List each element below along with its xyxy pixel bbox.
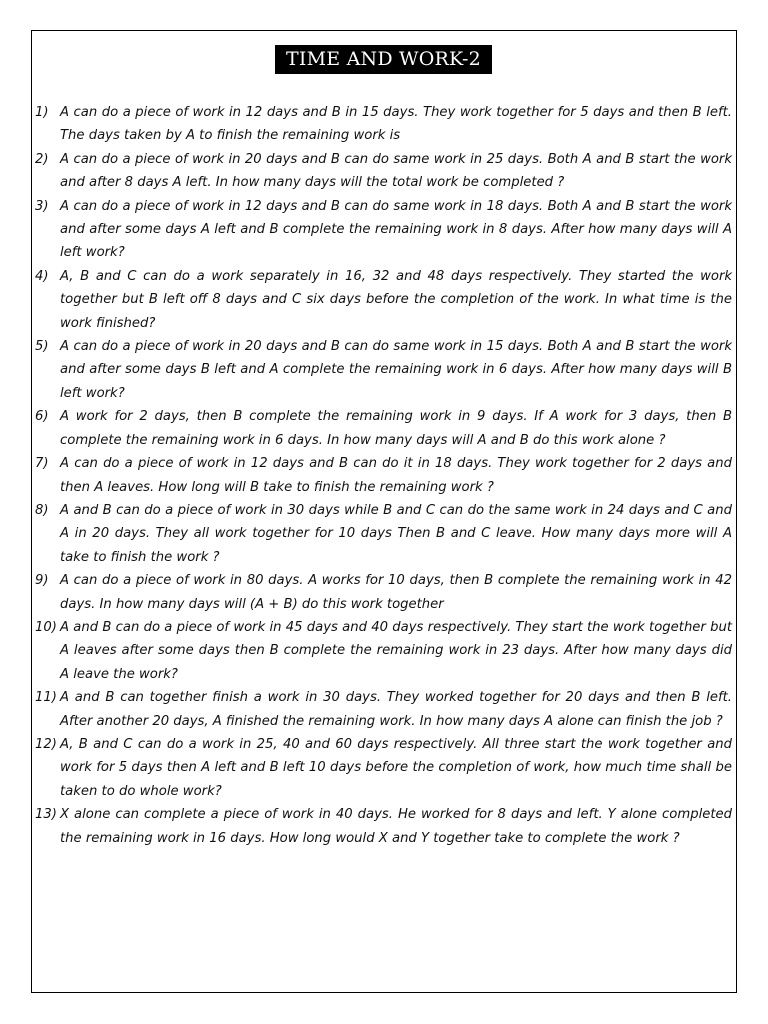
question-item <box>35 452 732 499</box>
question-list <box>35 101 732 850</box>
question-number: 13) <box>35 807 57 823</box>
question-text: A and B can do a piece of work in 45 days and 40 days respectively. They start the work together but A leaves after some days then B complete the remaining work in 23 days. After how many days did A leave the work? <box>60 619 732 682</box>
question-text: A can do a piece of work in 12 days and B can do it in 18 days. They work together for 2 days and then A leaves. How long will B take to finish the remaining work ? <box>60 456 732 495</box>
question-number: 12) <box>35 736 57 752</box>
question-number: 6) <box>35 409 49 425</box>
page-title: TIME AND WORK-2 <box>275 45 492 74</box>
question-item <box>35 733 732 803</box>
question-item <box>35 803 732 850</box>
question-text: A can do a piece of work in 20 days and B can do same work in 25 days. Both A and B start the work and after 8 days A left. In how many days will the total work be completed ? <box>60 151 732 191</box>
question-text: A, B and C can do a work separately in 16, 32 and 48 days respectively. They started the work together but B left off 8 days and C six days before the completion of the work. In what time is the work finished? <box>60 268 732 331</box>
question-text: X alone can complete a piece of work in 40 days. He worked for 8 days and left. Y alone completed the remaining work in 16 days. How long would X and Y together take to complete the work ? <box>60 807 732 846</box>
question-item <box>35 499 732 569</box>
question-number: 7) <box>35 456 49 472</box>
question-number: 2) <box>35 151 49 167</box>
question-number: 1) <box>35 105 49 120</box>
question-number: 5) <box>35 339 49 355</box>
question-text: A can do a piece of work in 80 days. A works for 10 days, then B complete the remaining work in 42 days. In how many days will (A + B) do this work together <box>60 573 732 612</box>
question-text: A and B can do a piece of work in 30 days while B and C can do the same work in 24 days and C and A in 20 days. They all work together for 10 days Then B and C leave. How many days more will A take to finish the work ? <box>60 502 732 565</box>
question-number: 11) <box>35 690 57 706</box>
question-text: A can do a piece of work in 12 days and B in 15 days. They work together for 5 days and then B left. The days taken by A to finish the remaining work is <box>60 105 732 144</box>
question-item <box>35 335 732 405</box>
question-number: 10) <box>35 619 57 635</box>
question-item <box>35 616 732 686</box>
question-number: 3) <box>35 198 49 214</box>
question-item <box>35 569 732 616</box>
question-item <box>35 405 732 452</box>
question-item <box>35 195 732 265</box>
question-text: A work for 2 days, then B complete the remaining work in 9 days. If A work for 3 days, then B complete the remaining work in 6 days. In how many days will A and B do this work alone ? <box>60 409 732 448</box>
question-item <box>35 686 732 733</box>
question-text: A, B and C can do a work in 25, 40 and 60 days respectively. All three start the work together and work for 5 days then A left and B left 10 days before the completion of work, how much time shall be taken to do whole work? <box>60 736 732 799</box>
question-text: A and B can together finish a work in 30 days. They worked together for 20 days and then B left. After another 20 days, A finished the remaining work. In how many days A alone can finish the job ? <box>60 690 732 729</box>
question-number: 8) <box>35 502 49 518</box>
question-item <box>35 265 732 335</box>
question-text: A can do a piece of work in 20 days and B can do same work in 15 days. Both A and B start the work and after some days B left and A complete the remaining work in 6 days. After how many days will B left work? <box>60 339 732 401</box>
question-item <box>35 101 732 148</box>
question-text: A can do a piece of work in 12 days and B can do same work in 18 days. Both A and B start the work and after some days A left and B complete the remaining work in 8 days. After how many days will A left work? <box>60 198 732 261</box>
question-number: 9) <box>35 573 49 589</box>
question-number: 4) <box>35 268 49 284</box>
question-item <box>35 148 732 195</box>
